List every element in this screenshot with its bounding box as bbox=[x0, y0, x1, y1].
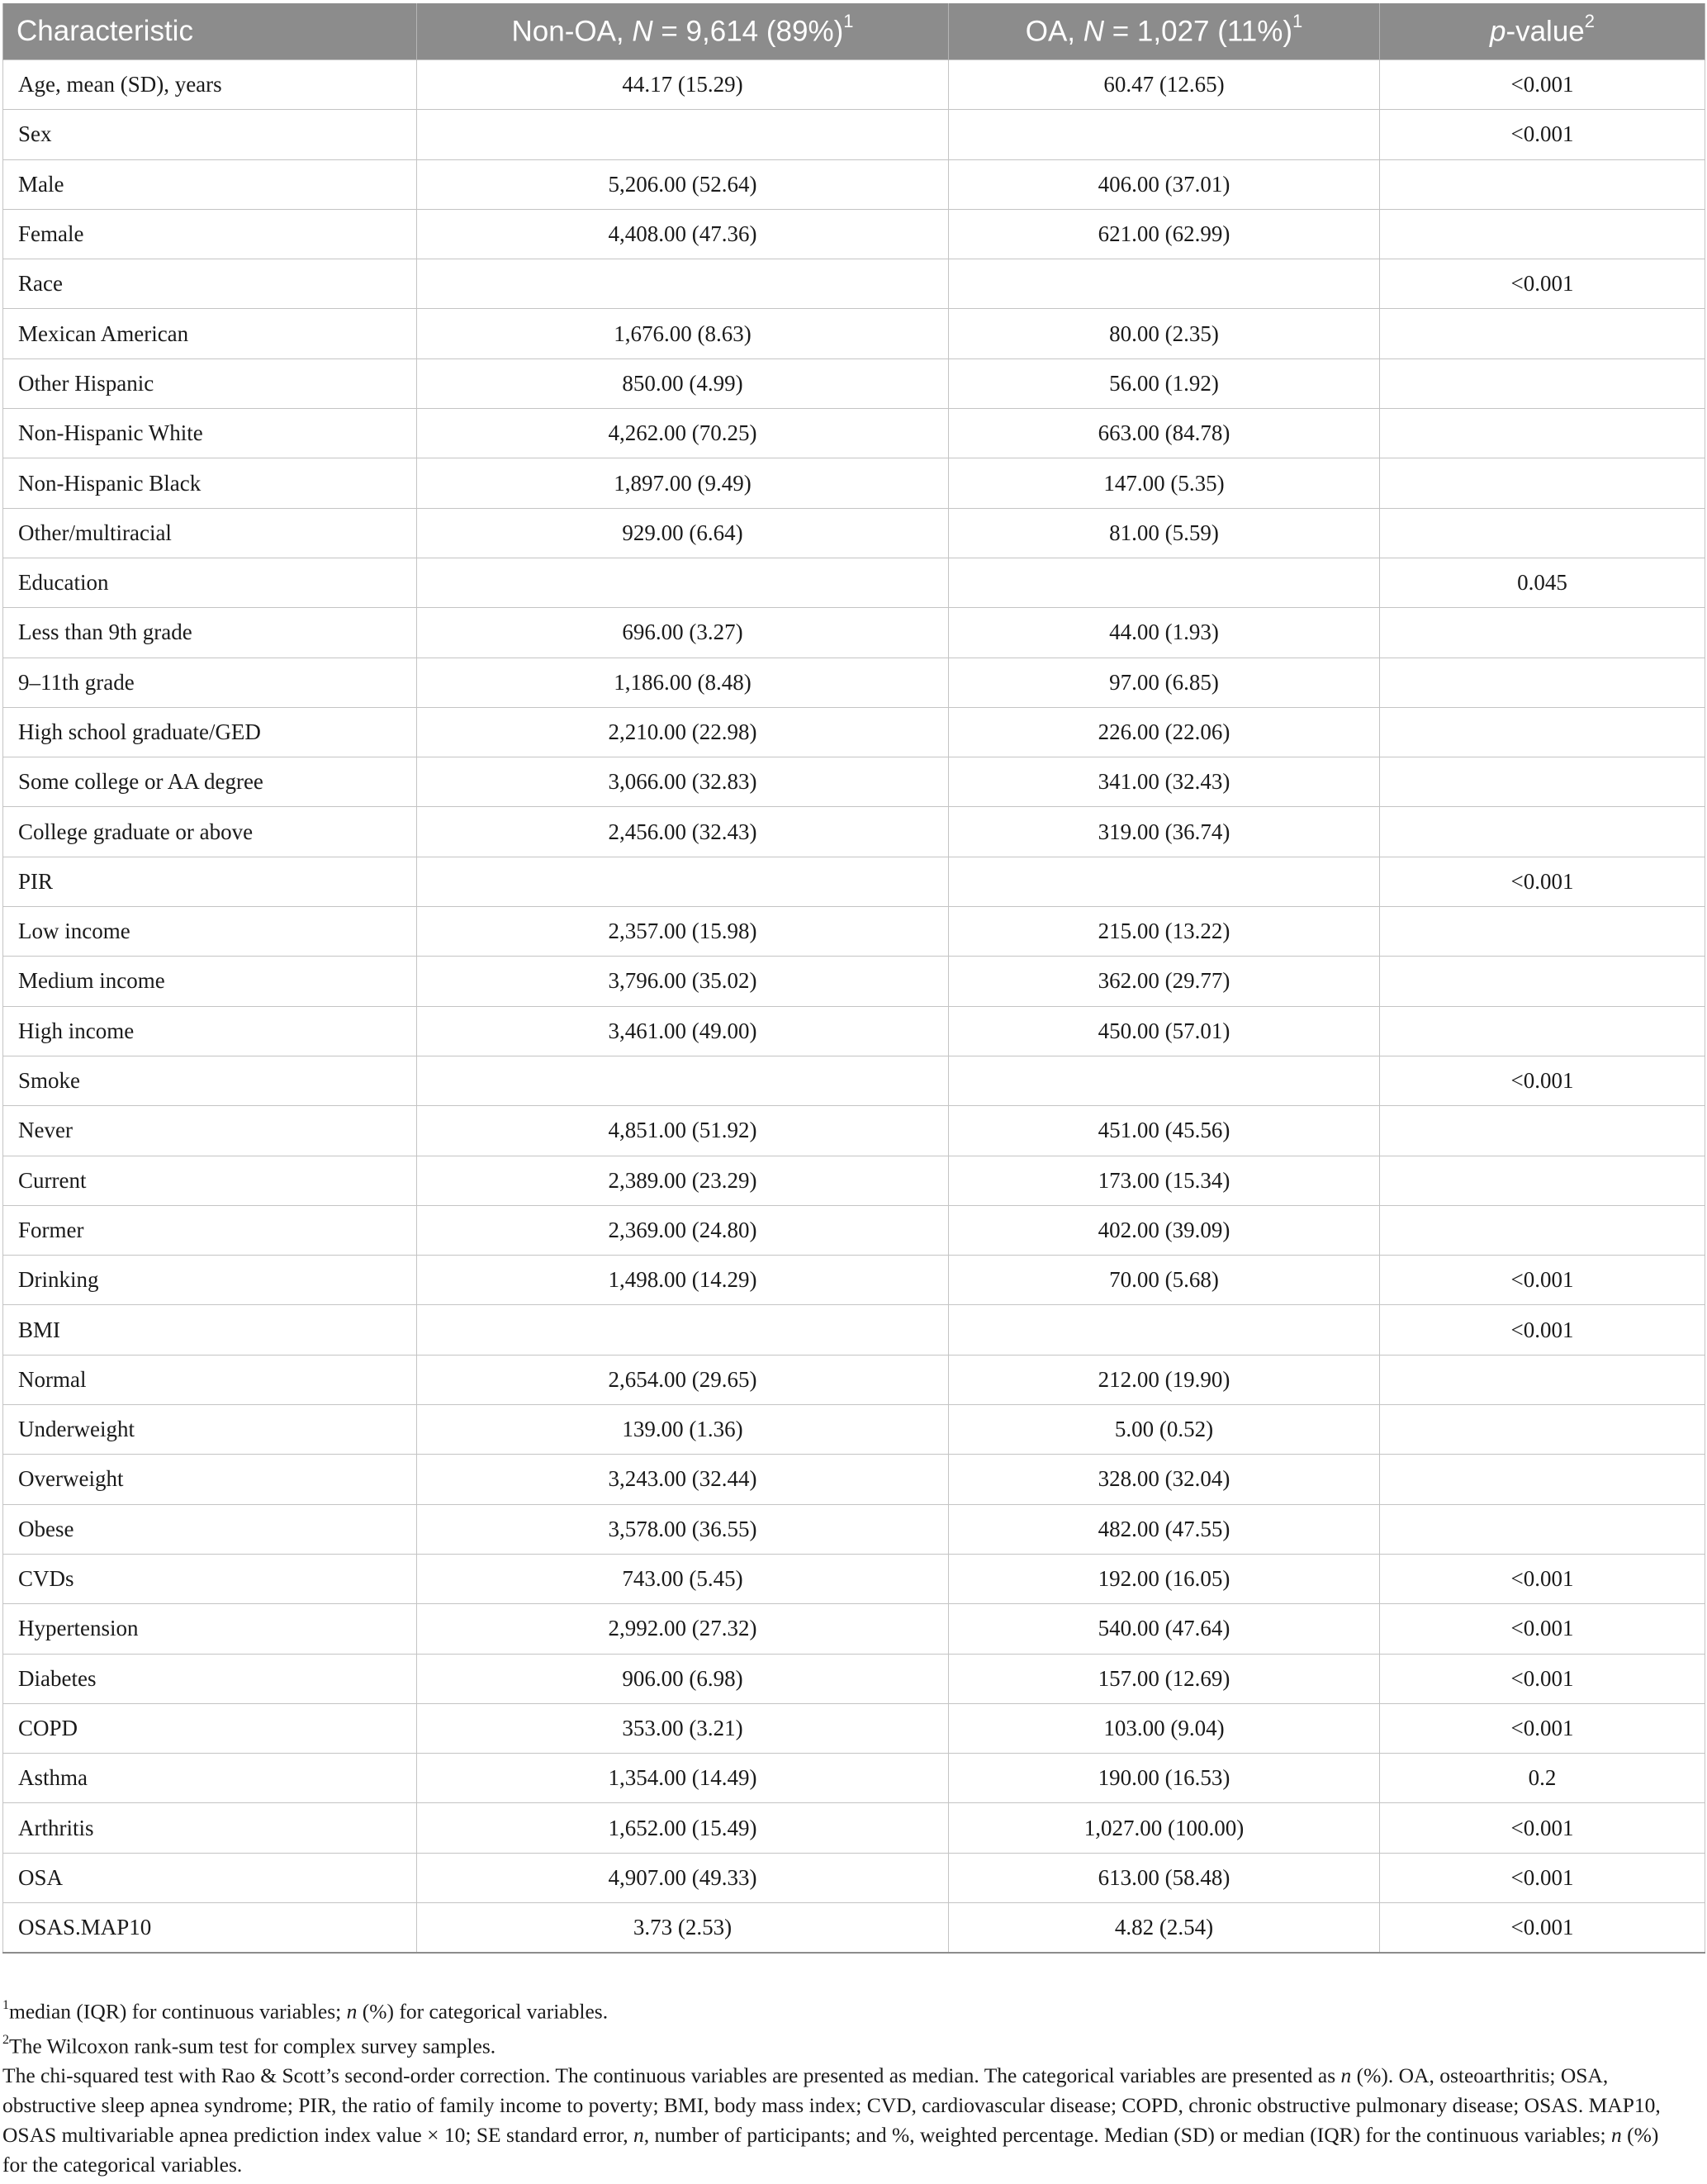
row-p-value-cell: <0.001 bbox=[1380, 1554, 1705, 1603]
row-characteristic-cell: Education bbox=[3, 558, 417, 607]
row-oa-cell bbox=[949, 558, 1380, 607]
row-non-oa-cell: 743.00 (5.45) bbox=[417, 1554, 949, 1603]
row-oa-cell bbox=[949, 1305, 1380, 1355]
table-row bbox=[3, 1654, 1705, 1703]
table-row bbox=[3, 1504, 1705, 1554]
table-row bbox=[3, 259, 1705, 309]
row-characteristic-cell: Underweight bbox=[3, 1405, 417, 1455]
row-p-value-cell bbox=[1380, 957, 1705, 1006]
row-non-oa-cell: 2,654.00 (29.65) bbox=[417, 1355, 949, 1404]
row-characteristic-cell: Race bbox=[3, 259, 417, 309]
table-row bbox=[3, 1554, 1705, 1603]
row-non-oa-cell bbox=[417, 857, 949, 906]
header-non-oa: Non-OA, N = 9,614 $(89\%)^1$ bbox=[417, 3, 949, 60]
row-characteristic-cell: High income bbox=[3, 1006, 417, 1056]
table-row bbox=[3, 458, 1705, 508]
row-non-oa-cell: 3.73 (2.53) bbox=[417, 1902, 949, 1952]
row-non-oa-cell: 696.00 (3.27) bbox=[417, 608, 949, 658]
row-p-value-cell: <0.001 bbox=[1380, 1305, 1705, 1355]
row-non-oa-cell: 2,456.00 (32.43) bbox=[417, 807, 949, 857]
row-p-value-cell bbox=[1380, 1006, 1705, 1056]
table-row bbox=[3, 807, 1705, 857]
row-characteristic-cell: Sex bbox=[3, 110, 417, 159]
table-body bbox=[3, 60, 1705, 1953]
row-characteristic-cell: COPD bbox=[3, 1703, 417, 1753]
table-row bbox=[3, 1754, 1705, 1803]
row-characteristic-cell: Hypertension bbox=[3, 1604, 417, 1654]
table-row bbox=[3, 658, 1705, 707]
row-non-oa-cell: 2,389.00 (23.29) bbox=[417, 1156, 949, 1205]
table-row bbox=[3, 110, 1705, 159]
table-row bbox=[3, 358, 1705, 408]
row-non-oa-cell: 3,796.00 (35.02) bbox=[417, 957, 949, 1006]
row-p-value-cell: <0.001 bbox=[1380, 110, 1705, 159]
row-p-value-cell bbox=[1380, 358, 1705, 408]
row-p-value-cell: <0.001 bbox=[1380, 1654, 1705, 1703]
row-p-value-cell: 0.045 bbox=[1380, 558, 1705, 607]
row-p-value-cell: <0.001 bbox=[1380, 857, 1705, 906]
row-p-value-cell: <0.001 bbox=[1380, 1056, 1705, 1105]
row-characteristic-cell: Male bbox=[3, 159, 417, 209]
table-row bbox=[3, 1205, 1705, 1255]
table-row bbox=[3, 1803, 1705, 1853]
row-characteristic-cell: Normal bbox=[3, 1355, 417, 1404]
header-characteristic: Characteristic bbox=[3, 3, 417, 60]
row-non-oa-cell: 2,210.00 (22.98) bbox=[417, 707, 949, 757]
row-characteristic-cell: Some college or AA degree bbox=[3, 757, 417, 807]
row-oa-cell: 103.00 (9.04) bbox=[949, 1703, 1380, 1753]
row-characteristic-cell: Never bbox=[3, 1106, 417, 1156]
row-oa-cell: 4.82 (2.54) bbox=[949, 1902, 1380, 1952]
table-footnotes bbox=[2, 1992, 1687, 2180]
row-oa-cell: 341.00 (32.43) bbox=[949, 757, 1380, 807]
row-p-value-cell bbox=[1380, 1405, 1705, 1455]
row-p-value-cell: <0.001 bbox=[1380, 1256, 1705, 1305]
row-oa-cell: 226.00 (22.06) bbox=[949, 707, 1380, 757]
row-p-value-cell: <0.001 bbox=[1380, 1703, 1705, 1753]
table-row bbox=[3, 707, 1705, 757]
row-non-oa-cell: 906.00 (6.98) bbox=[417, 1654, 949, 1703]
row-p-value-cell: 0.2 bbox=[1380, 1754, 1705, 1803]
row-oa-cell: 97.00 (6.85) bbox=[949, 658, 1380, 707]
row-p-value-cell: <0.001 bbox=[1380, 60, 1705, 110]
row-non-oa-cell: 3,066.00 (32.83) bbox=[417, 757, 949, 807]
row-oa-cell: 70.00 (5.68) bbox=[949, 1256, 1380, 1305]
row-non-oa-cell: 850.00 (4.99) bbox=[417, 358, 949, 408]
table-row bbox=[3, 309, 1705, 358]
table-row bbox=[3, 757, 1705, 807]
row-characteristic-cell: Low income bbox=[3, 907, 417, 957]
table-row bbox=[3, 1106, 1705, 1156]
row-oa-cell bbox=[949, 857, 1380, 906]
table-row bbox=[3, 1355, 1705, 1404]
row-p-value-cell: <0.001 bbox=[1380, 1803, 1705, 1853]
footnote-3: The chi-squared test with Rao & Scott’s second-order correction. The continuous variables are presented as median. The categorical variables are presented as n (%). OA, osteoarthritis; OSA, obstructive sleep apnea syndrome; PIR, the ratio of family income to poverty; BMI, body mass index; CVD, cardiovascular disease; COPD, chronic obstructive pulmonary disease; OSAS. MAP10, OSAS multivariable apnea prediction index value × 10; SE standard error, n, number of participants; and %, weighted percentage. Median (SD) or median (IQR) for the continuous variables; n (%) for the categorical variables. bbox=[2, 2063, 1661, 2177]
row-non-oa-cell: 4,262.00 (70.25) bbox=[417, 409, 949, 458]
row-characteristic-cell: Other/multiracial bbox=[3, 508, 417, 558]
row-characteristic-cell: Arthritis bbox=[3, 1803, 417, 1853]
row-characteristic-cell: Less than 9th grade bbox=[3, 608, 417, 658]
table-row bbox=[3, 508, 1705, 558]
row-p-value-cell bbox=[1380, 608, 1705, 658]
row-characteristic-cell: OSA bbox=[3, 1853, 417, 1902]
table-row bbox=[3, 60, 1705, 110]
row-oa-cell: 60.47 (12.65) bbox=[949, 60, 1380, 110]
row-p-value-cell bbox=[1380, 1355, 1705, 1404]
header-oa: OA, N = 1,027 $(11\%)^1$ bbox=[949, 3, 1380, 60]
row-characteristic-cell: Non-Hispanic Black bbox=[3, 458, 417, 508]
row-non-oa-cell bbox=[417, 1056, 949, 1105]
row-characteristic-cell: Current bbox=[3, 1156, 417, 1205]
row-oa-cell: 319.00 (36.74) bbox=[949, 807, 1380, 857]
row-p-value-cell bbox=[1380, 658, 1705, 707]
table-row bbox=[3, 1006, 1705, 1056]
row-non-oa-cell: 2,357.00 (15.98) bbox=[417, 907, 949, 957]
footnote-2: $^2$The Wilcoxon rank-sum test for complex survey samples. bbox=[2, 2032, 496, 2058]
row-oa-cell: 190.00 (16.53) bbox=[949, 1754, 1380, 1803]
row-non-oa-cell: 353.00 (3.21) bbox=[417, 1703, 949, 1753]
row-oa-cell bbox=[949, 259, 1380, 309]
row-non-oa-cell bbox=[417, 1305, 949, 1355]
row-characteristic-cell: College graduate or above bbox=[3, 807, 417, 857]
footnote-1: $^1$median (IQR) for continuous variables; n (%) for categorical variables. bbox=[2, 1998, 609, 2024]
table-row bbox=[3, 608, 1705, 658]
row-non-oa-cell bbox=[417, 110, 949, 159]
row-non-oa-cell: 4,408.00 (47.36) bbox=[417, 209, 949, 259]
row-non-oa-cell: 5,206.00 (52.64) bbox=[417, 159, 949, 209]
row-non-oa-cell: 1,354.00 (14.49) bbox=[417, 1754, 949, 1803]
row-oa-cell: 482.00 (47.55) bbox=[949, 1504, 1380, 1554]
table-row bbox=[3, 957, 1705, 1006]
row-characteristic-cell: Non-Hispanic White bbox=[3, 409, 417, 458]
row-non-oa-cell: 929.00 (6.64) bbox=[417, 508, 949, 558]
row-non-oa-cell: 4,851.00 (51.92) bbox=[417, 1106, 949, 1156]
row-non-oa-cell: 1,186.00 (8.48) bbox=[417, 658, 949, 707]
row-oa-cell: 613.00 (58.48) bbox=[949, 1853, 1380, 1902]
row-oa-cell: 81.00 (5.59) bbox=[949, 508, 1380, 558]
row-characteristic-cell: Asthma bbox=[3, 1754, 417, 1803]
row-non-oa-cell: 1,498.00 (14.29) bbox=[417, 1256, 949, 1305]
row-non-oa-cell: 1,676.00 (8.63) bbox=[417, 309, 949, 358]
row-oa-cell: 147.00 (5.35) bbox=[949, 458, 1380, 508]
row-non-oa-cell: 139.00 (1.36) bbox=[417, 1405, 949, 1455]
row-oa-cell: 362.00 (29.77) bbox=[949, 957, 1380, 1006]
table-row bbox=[3, 1604, 1705, 1654]
row-p-value-cell bbox=[1380, 807, 1705, 857]
row-oa-cell: 1,027.00 (100.00) bbox=[949, 1803, 1380, 1853]
row-oa-cell: 212.00 (19.90) bbox=[949, 1355, 1380, 1404]
row-non-oa-cell: 3,461.00 (49.00) bbox=[417, 1006, 949, 1056]
table-row bbox=[3, 1256, 1705, 1305]
table-row bbox=[3, 409, 1705, 458]
baseline-characteristics-table bbox=[2, 3, 1705, 1954]
table-row bbox=[3, 1703, 1705, 1753]
header-row bbox=[3, 3, 1705, 60]
row-non-oa-cell: 2,369.00 (24.80) bbox=[417, 1205, 949, 1255]
row-oa-cell: 80.00 (2.35) bbox=[949, 309, 1380, 358]
row-characteristic-cell: Mexican American bbox=[3, 309, 417, 358]
row-characteristic-cell: Overweight bbox=[3, 1455, 417, 1504]
row-p-value-cell bbox=[1380, 907, 1705, 957]
row-characteristic-cell: Age, mean (SD), years bbox=[3, 60, 417, 110]
row-characteristic-cell: Female bbox=[3, 209, 417, 259]
table-row bbox=[3, 1156, 1705, 1205]
table-row bbox=[3, 209, 1705, 259]
row-oa-cell: 451.00 (45.56) bbox=[949, 1106, 1380, 1156]
table-row bbox=[3, 1455, 1705, 1504]
row-non-oa-cell: 2,992.00 (27.32) bbox=[417, 1604, 949, 1654]
row-characteristic-cell: BMI bbox=[3, 1305, 417, 1355]
row-oa-cell: 663.00 (84.78) bbox=[949, 409, 1380, 458]
row-non-oa-cell bbox=[417, 558, 949, 607]
row-oa-cell bbox=[949, 1056, 1380, 1105]
row-oa-cell: 173.00 (15.34) bbox=[949, 1156, 1380, 1205]
table-row bbox=[3, 1853, 1705, 1902]
table-header bbox=[3, 3, 1705, 60]
row-characteristic-cell: Medium income bbox=[3, 957, 417, 1006]
table-row bbox=[3, 1056, 1705, 1105]
row-non-oa-cell bbox=[417, 259, 949, 309]
row-non-oa-cell: 3,243.00 (32.44) bbox=[417, 1455, 949, 1504]
row-p-value-cell bbox=[1380, 458, 1705, 508]
header-p-value: p-value$^2$ bbox=[1380, 3, 1705, 60]
row-characteristic-cell: CVDs bbox=[3, 1554, 417, 1603]
row-non-oa-cell: 44.17 (15.29) bbox=[417, 60, 949, 110]
table-row bbox=[3, 857, 1705, 906]
row-p-value-cell bbox=[1380, 309, 1705, 358]
row-p-value-cell bbox=[1380, 757, 1705, 807]
row-p-value-cell: <0.001 bbox=[1380, 1853, 1705, 1902]
row-oa-cell: 215.00 (13.22) bbox=[949, 907, 1380, 957]
table-row bbox=[3, 1902, 1705, 1952]
row-p-value-cell bbox=[1380, 508, 1705, 558]
row-oa-cell: 328.00 (32.04) bbox=[949, 1455, 1380, 1504]
baseline-characteristics-table-container bbox=[2, 3, 1705, 1954]
row-oa-cell: 406.00 (37.01) bbox=[949, 159, 1380, 209]
row-non-oa-cell: 1,897.00 (9.49) bbox=[417, 458, 949, 508]
row-oa-cell: 402.00 (39.09) bbox=[949, 1205, 1380, 1255]
row-p-value-cell bbox=[1380, 409, 1705, 458]
row-oa-cell: 621.00 (62.99) bbox=[949, 209, 1380, 259]
row-oa-cell: 5.00 (0.52) bbox=[949, 1405, 1380, 1455]
row-p-value-cell bbox=[1380, 1205, 1705, 1255]
row-oa-cell: 192.00 (16.05) bbox=[949, 1554, 1380, 1603]
row-oa-cell: 450.00 (57.01) bbox=[949, 1006, 1380, 1056]
row-p-value-cell: <0.001 bbox=[1380, 259, 1705, 309]
row-oa-cell bbox=[949, 110, 1380, 159]
row-characteristic-cell: PIR bbox=[3, 857, 417, 906]
table-row bbox=[3, 907, 1705, 957]
row-p-value-cell bbox=[1380, 1156, 1705, 1205]
row-characteristic-cell: OSAS.MAP10 bbox=[3, 1902, 417, 1952]
row-characteristic-cell: Other Hispanic bbox=[3, 358, 417, 408]
row-p-value-cell bbox=[1380, 1455, 1705, 1504]
row-oa-cell: 157.00 (12.69) bbox=[949, 1654, 1380, 1703]
row-oa-cell: 56.00 (1.92) bbox=[949, 358, 1380, 408]
row-p-value-cell bbox=[1380, 1106, 1705, 1156]
row-p-value-cell: <0.001 bbox=[1380, 1902, 1705, 1952]
table-row bbox=[3, 558, 1705, 607]
table-row bbox=[3, 159, 1705, 209]
row-characteristic-cell: Diabetes bbox=[3, 1654, 417, 1703]
row-characteristic-cell: 9–11th grade bbox=[3, 658, 417, 707]
row-oa-cell: 540.00 (47.64) bbox=[949, 1604, 1380, 1654]
table-row bbox=[3, 1405, 1705, 1455]
row-non-oa-cell: 1,652.00 (15.49) bbox=[417, 1803, 949, 1853]
row-p-value-cell bbox=[1380, 159, 1705, 209]
row-characteristic-cell: Smoke bbox=[3, 1056, 417, 1105]
row-non-oa-cell: 4,907.00 (49.33) bbox=[417, 1853, 949, 1902]
row-characteristic-cell: High school graduate/GED bbox=[3, 707, 417, 757]
table-row bbox=[3, 1305, 1705, 1355]
row-p-value-cell bbox=[1380, 707, 1705, 757]
row-p-value-cell bbox=[1380, 1504, 1705, 1554]
row-characteristic-cell: Drinking bbox=[3, 1256, 417, 1305]
row-non-oa-cell: 3,578.00 (36.55) bbox=[417, 1504, 949, 1554]
row-p-value-cell: <0.001 bbox=[1380, 1604, 1705, 1654]
row-oa-cell: 44.00 (1.93) bbox=[949, 608, 1380, 658]
row-p-value-cell bbox=[1380, 209, 1705, 259]
row-characteristic-cell: Obese bbox=[3, 1504, 417, 1554]
row-characteristic-cell: Former bbox=[3, 1205, 417, 1255]
